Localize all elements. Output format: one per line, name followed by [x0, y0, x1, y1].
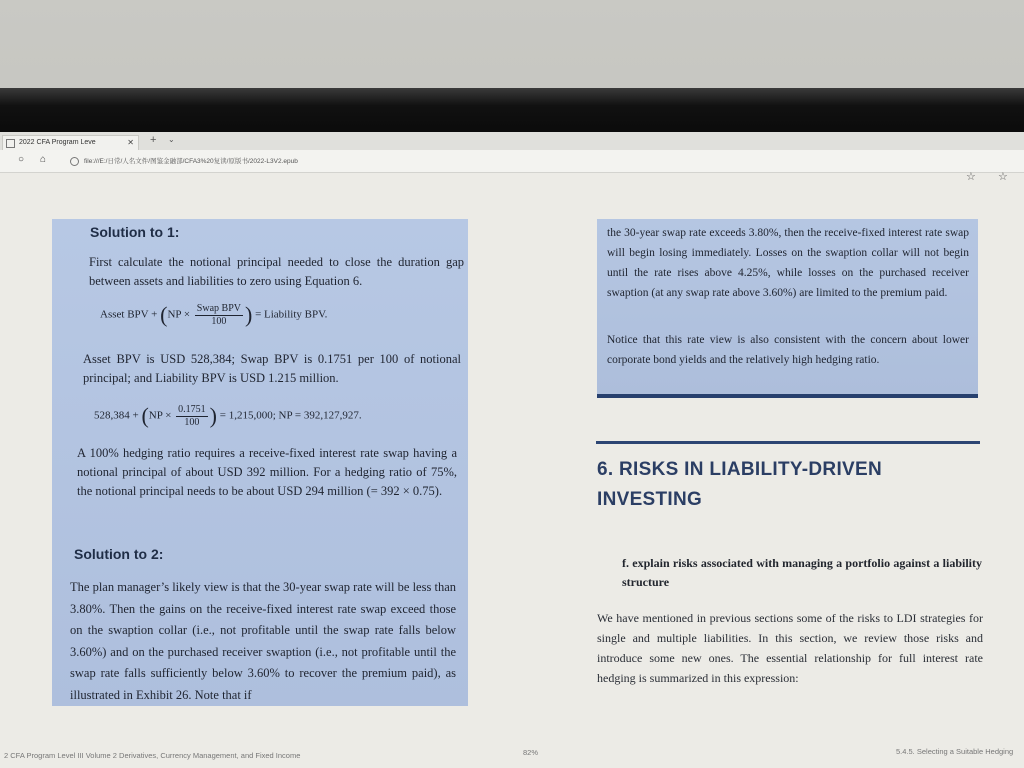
solution1-para1: First calculate the notional principal needed to close the duration gap between assets and liabilities to zero using Equation 6.: [89, 255, 464, 288]
address-field[interactable]: [70, 156, 298, 166]
tab-bar: [0, 132, 1024, 150]
section-divider: [596, 441, 980, 444]
close-tab-icon[interactable]: ✕: [127, 138, 134, 147]
address-toolbar: [0, 150, 1024, 173]
continued-para1: the 30-year swap rate exceeds 3.80%, then the receive-fixed interest rate swap will begin losing immediately. Losses on the swaption collar will not begin until the rate rises above 4.25%, while losses on the purchased receiver swaption (at any swap rate above 3.60%) are limited to the premium paid.: [607, 227, 969, 299]
site-info-icon[interactable]: [70, 157, 79, 166]
tab-title: 2022 CFA Program Leve: [19, 139, 96, 146]
tab-menu-icon[interactable]: ⌄: [168, 135, 175, 144]
solution1-para3: A 100% hedging ratio requires a receive-fixed interest rate swap having a notional principal of about USD 392 million. For a hedging ratio of 75%, the notional principal needs to be about USD 294 million (= 392 × 0.75).: [77, 446, 457, 498]
continued-para2: Notice that this rate view is also consistent with the concern about lower corporate bond yields and the relatively high hedging ratio.: [607, 334, 969, 366]
learning-objective: f. explain risks associated with managing a portfolio against a liability structure: [622, 556, 982, 589]
section-body: We have mentioned in previous sections some of the risks to LDI strategies for single and multiple liabilities. In this section, we review those risks and introduce some new ones. The essential relationship for full interest rate hedging is summarized in this expression:: [597, 611, 983, 685]
footer-book-title[interactable]: 2 CFA Program Level III Volume 2 Derivatives, Currency Management, and Fixed Income: [4, 751, 301, 760]
footer-section-link[interactable]: 5.4.5. Selecting a Suitable Hedging: [896, 747, 1014, 756]
url-text: file:///E:/日常/人名文件/图鉴金融部/CFA3%20复读/原版书/2022-L3V2.epub: [84, 158, 298, 165]
solution2-para1: The plan manager’s likely view is that the 30-year swap rate will be less than 3.80%. Then the gains on the receive-fixed interest rate swap exceed those on the swaption collar (i.e., not profitable until the swap rate falls below 3.60%) and on the purchased receiver swaption (i.e., not profitable until the swap rate falls sufficiently below 3.60% to recover the premium paid), as illustrated in Exhibit 26. Note that if: [70, 580, 456, 702]
solution-box-continued: [597, 219, 978, 398]
browser-tab[interactable]: [2, 135, 139, 151]
home-icon[interactable]: ⌂: [40, 154, 47, 165]
solution-box: [52, 219, 468, 706]
favorite-star-icon[interactable]: ☆: [966, 171, 976, 183]
new-tab-button[interactable]: +: [150, 134, 157, 146]
solution2-heading: Solution to 2:: [74, 546, 164, 562]
reading-progress: 82%: [523, 748, 539, 757]
refresh-icon[interactable]: ○: [18, 154, 25, 165]
solution1-heading: Solution to 1:: [90, 224, 180, 240]
equation-duration-gap: Asset BPV + (NP × $\frac{\text{Swap BPV}}{100}$ ) = Liability BPV.: [100, 302, 328, 327]
page-icon: [6, 139, 15, 148]
browser-window: [0, 132, 1024, 768]
monitor-bezel: [0, 88, 1024, 132]
favorites-icon[interactable]: ☆: [998, 171, 1008, 183]
section-title: 6. RISKS IN LIABILITY-DRIVEN INVESTING: [597, 459, 882, 510]
solution1-para2: Asset BPV is USD 528,384; Swap BPV is 0.1751 per 100 of notional principal; and Liability BPV is USD 1.215 million.: [83, 352, 461, 385]
equation-notional: 528,384 + (NP × $\frac{0.1751}{100}$ ) = 1,215,000; NP = 392,127,927.: [94, 403, 362, 428]
